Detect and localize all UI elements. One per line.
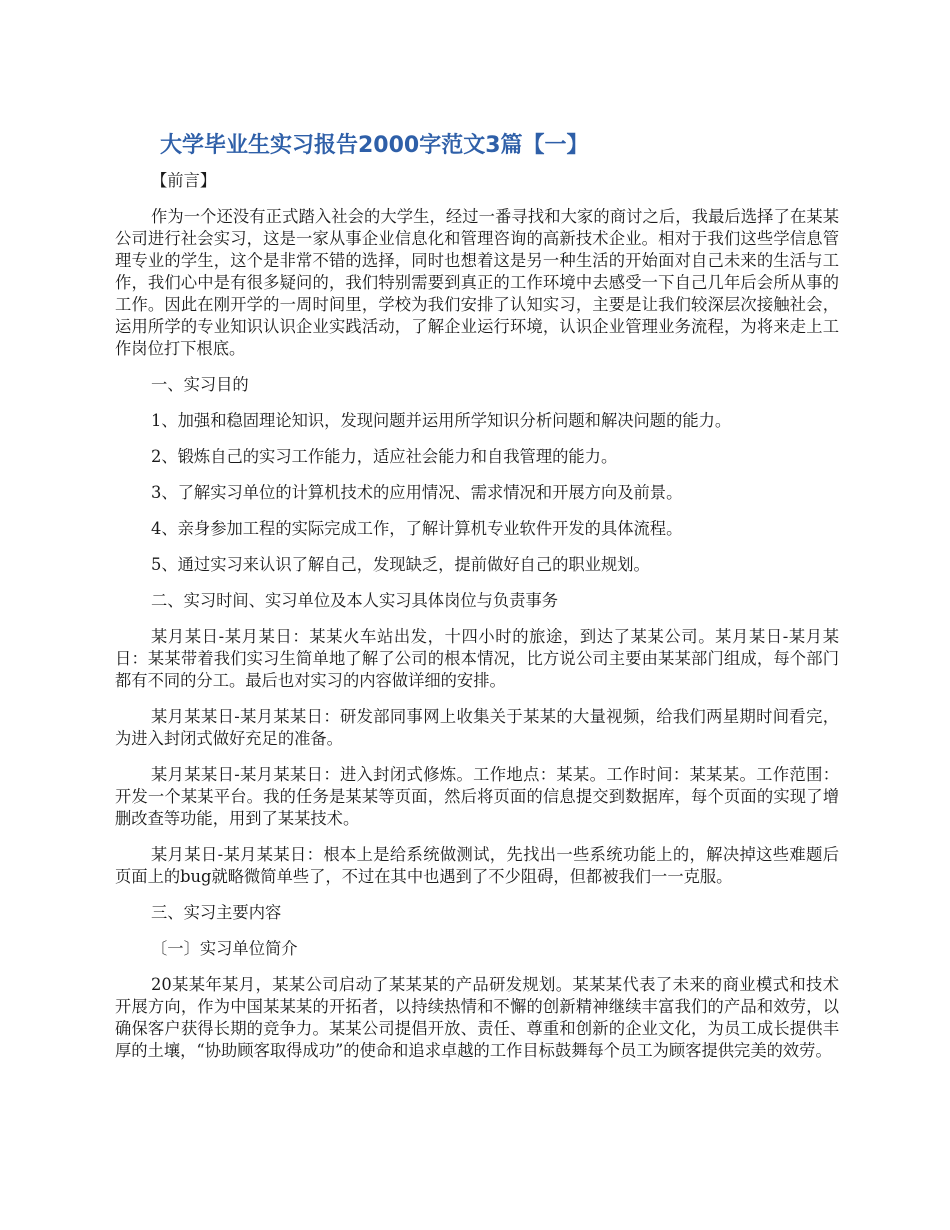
list-item: 3、了解实习单位的计算机技术的应用情况、需求情况和开展方向及前景。 [151, 483, 683, 502]
document-body [115, 170, 839, 1076]
body-paragraph: 某月某某日-某月某某日：进入封闭式修炼。工作地点：某某。工作时间：某某某。工作范围：开发一个某某平台。我的任务是某某等页面，然后将页面的信息提交到数据库，每个页面的实现了增删改查等功能，用到了某某技术。 [115, 765, 839, 828]
document-title: 大学毕业生实习报告2000字范文3篇【一】 [160, 133, 589, 158]
subsection-heading: 〔一〕实习单位简介 [151, 939, 298, 958]
section-heading: 一、实习目的 [151, 375, 249, 394]
body-paragraph: 某月某日-某月某日：某某火车站出发，十四小时的旅途，到达了某某公司。某月某日-某月某日：某某带着我们实习生简单地了解了公司的根本情况，比方说公司主要由某某部门组成，每个部门都有不同的分工。最后也对实习的内容做详细的安排。 [115, 627, 839, 690]
preface-label: 【前言】 [151, 171, 217, 190]
list-item: 4、亲身参加工程的实际完成工作，了解计算机专业软件开发的具体流程。 [151, 519, 683, 538]
body-paragraph: 某月某日-某月某某日：根本上是给系统做测试，先找出一些系统功能上的，解决掉这些难题后页面上的bug就略微简单些了，不过在其中也遇到了不少阻碍，但都被我们一一克服。 [115, 845, 839, 886]
section-heading: 二、实习时间、实习单位及本人实习具体岗位与负责事务 [151, 591, 559, 610]
list-item: 1、加强和稳固理论知识，发现问题并运用所学知识分析问题和解决问题的能力。 [151, 411, 732, 430]
body-paragraph: 某月某某日-某月某某日：研发部同事网上收集关于某某的大量视频，给我们两星期时间看完，为进入封闭式做好充足的准备。 [115, 707, 839, 748]
list-item: 5、通过实习来认识了解自己，发现缺乏，提前做好自己的职业规划。 [151, 555, 650, 574]
intro-paragraph: 作为一个还没有正式踏入社会的大学生，经过一番寻找和大家的商讨之后，我最后选择了在某某公司进行社会实习，这是一家从事企业信息化和管理咨询的高新技术企业。相对于我们这些学信息管理专业的学生，这个是非常不错的选择，同时也想着这是另一种生活的开始面对自己未来的生活与工作，我们心中是有很多疑问的，我们特别需要到真正的工作环境中去感受一下自己几年后会所从事的工作。因此在刚开学的一周时间里，学校为我们安排了认知实习，主要是让我们较深层次接触社会，运用所学的专业知识认识企业实践活动，了解企业运行环境，认识企业管理业务流程，为将来走上工作岗位打下根底。 [115, 207, 839, 358]
list-item: 2、锻炼自己的实习工作能力，适应社会能力和自我管理的能力。 [151, 447, 618, 466]
section-heading: 三、实习主要内容 [151, 903, 282, 922]
body-paragraph: 20某某年某月，某某公司启动了某某某的产品研发规划。某某某代表了未来的商业模式和技术开展方向，作为中国某某某的开拓者，以持续热情和不懈的创新精神继续丰富我们的产品和效劳，以确保客户获得长期的竞争力。某某公司提倡开放、责任、尊重和创新的企业文化，为员工成长提供丰厚的土壤，“协助顾客取得成功”的使命和追求卓越的工作目标鼓舞每个员工为顾客提供完美的效劳。 [115, 975, 839, 1060]
